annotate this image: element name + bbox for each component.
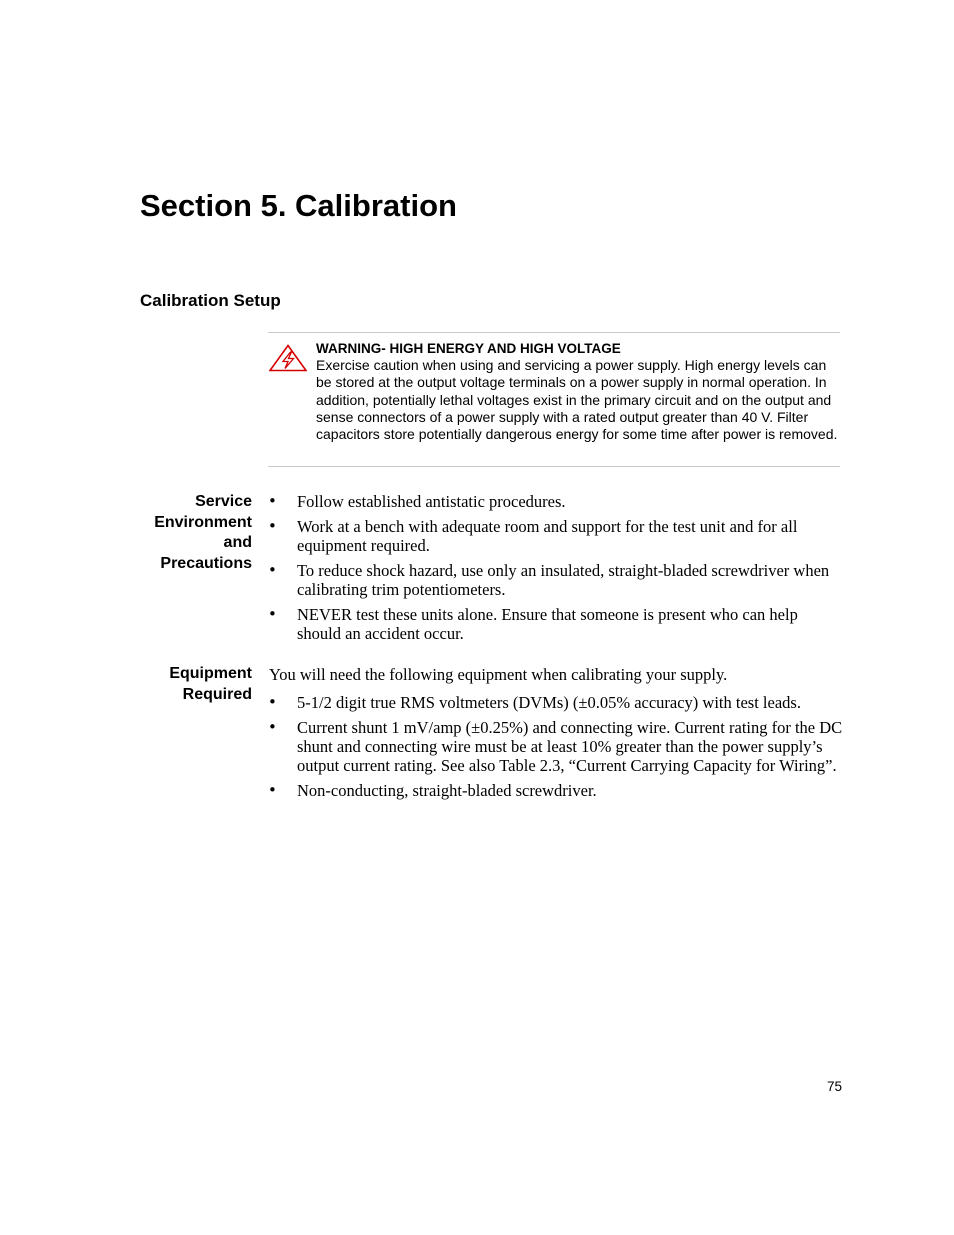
warning-title: WARNING- HIGH ENERGY AND HIGH VOLTAGE (316, 341, 621, 356)
section-title: Section 5. Calibration (140, 188, 457, 223)
label-line: Service (195, 493, 252, 510)
list-item-text: NEVER test these units alone. Ensure that someone is present who can help should an accident occur. (297, 605, 798, 643)
service-precautions-content (268, 492, 843, 649)
equipment-required-content (268, 665, 843, 806)
label-line: Environment (154, 513, 252, 531)
list-item (268, 718, 843, 775)
service-precautions-list (268, 492, 843, 643)
list-item-text: 5-1/2 digit true RMS voltmeters (DVMs) (±0.05% accuracy) with test leads. (297, 693, 801, 712)
service-environment-label (100, 492, 252, 574)
bullet-icon: • (268, 781, 277, 799)
warning-box (268, 332, 840, 467)
list-item-text: Current shunt 1 mV/amp (±0.25%) and connecting wire. Current rating for the DC shunt and connecting wire must be at least 10% greater than the power supply’s output current rating. See also Table 2.3, “Current Carrying Capacity for Wiring”. (297, 718, 843, 775)
list-item-text: Non-conducting, straight-bladed screwdriver. (297, 781, 597, 800)
list-item-text: To reduce shock hazard, use only an insulated, straight-bladed screwdriver when calibrating trim potentiometers. (297, 561, 830, 599)
label-line: and (223, 534, 252, 551)
equipment-required-label (100, 664, 252, 705)
bullet-icon: • (268, 492, 277, 510)
page-number: 75 (826, 1079, 842, 1094)
equipment-list (268, 693, 843, 800)
bullet-icon: • (268, 605, 277, 623)
list-item-text: Follow established antistatic procedures. (297, 492, 566, 511)
list-item (268, 605, 843, 643)
list-item-text: Work at a bench with adequate room and support for the test unit and for all equipment required. (297, 517, 798, 555)
warning-text (316, 340, 840, 443)
bullet-icon: • (268, 561, 277, 579)
high-voltage-warning-icon (269, 344, 307, 372)
list-item (268, 561, 843, 599)
bullet-icon: • (268, 693, 277, 711)
list-item (268, 693, 843, 712)
list-item (268, 781, 843, 800)
bullet-icon: • (268, 517, 277, 535)
label-line: Equipment (169, 665, 252, 682)
bullet-icon: • (268, 718, 277, 736)
list-item (268, 492, 843, 511)
warning-body: Exercise caution when using and servicing a power supply. High energy levels can be stored at the output voltage terminals on a power supply in normal operation. In addition, potentially lethal voltages exist in the primary circuit and on the output and sense connectors of a power supply with a rated output greater than 40 V. Filter capacitors store potentially dangerous energy for some time after power is removed. (316, 357, 838, 443)
label-line: Precautions (160, 554, 252, 572)
label-line: Required (182, 685, 252, 703)
list-item (268, 517, 843, 555)
equipment-intro: You will need the following equipment when calibrating your supply. (269, 665, 728, 684)
calibration-setup-heading: Calibration Setup (140, 291, 281, 310)
